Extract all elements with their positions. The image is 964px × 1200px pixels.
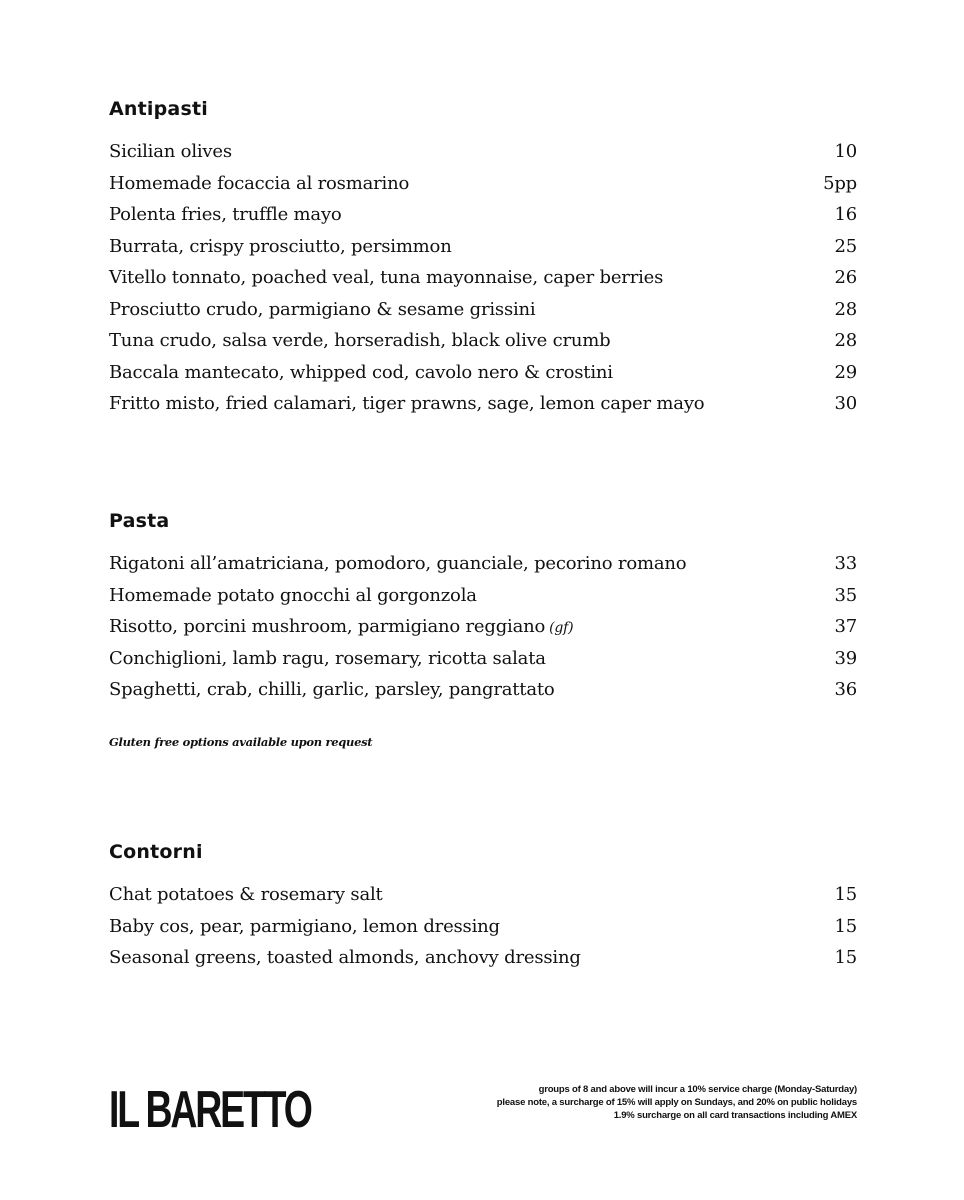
service-charge-note: groups of 8 and above will incur a 10% service charge (Monday-Saturday)	[538, 1084, 857, 1095]
menu-item	[109, 141, 857, 173]
pasta-list	[109, 553, 857, 711]
item-price: 15	[834, 915, 857, 937]
item-name: Polenta fries, truffle mayo	[109, 204, 342, 225]
menu-item	[109, 299, 857, 331]
item-price: 30	[834, 393, 857, 414]
menu-item	[109, 267, 857, 299]
menu-item	[109, 236, 857, 268]
menu-item	[109, 362, 857, 394]
contorni-section	[109, 841, 857, 979]
menu-item	[109, 173, 857, 205]
item-name	[109, 616, 573, 637]
menu-item	[109, 916, 857, 948]
item-name-text: Risotto, porcini mushroom, parmigiano reggiano	[109, 616, 546, 637]
item-name: Tuna crudo, salsa verde, horseradish, black olive crumb	[109, 330, 611, 351]
item-price: 25	[834, 235, 857, 257]
item-price: 28	[834, 330, 857, 351]
item-price: 29	[834, 361, 857, 383]
item-name: Baccala mantecato, whipped cod, cavolo nero & crostini	[109, 361, 613, 383]
menu-item	[109, 204, 857, 236]
menu-item	[109, 616, 857, 648]
footer-notes	[497, 1083, 857, 1122]
menu-item	[109, 393, 857, 425]
item-name: Vitello tonnato, poached veal, tuna mayonnaise, caper berries	[109, 267, 664, 288]
item-price: 39	[834, 647, 857, 669]
menu-item	[109, 947, 857, 979]
item-price: 28	[834, 298, 857, 320]
gluten-free-tag: (gf)	[549, 620, 574, 636]
item-price: 33	[834, 553, 857, 574]
section-title-pasta: Pasta	[109, 510, 170, 532]
item-name: Homemade potato gnocchi al gorgonzola	[109, 584, 477, 606]
item-price: 16	[834, 204, 857, 225]
item-name: Spaghetti, crab, chilli, garlic, parsley, pangrattato	[109, 679, 555, 700]
item-price: 15	[834, 947, 857, 968]
item-name: Burrata, crispy prosciutto, persimmon	[109, 235, 452, 257]
contorni-list	[109, 884, 857, 979]
item-name: Prosciutto crudo, parmigiano & sesame grissini	[109, 298, 536, 320]
item-name: Chat potatoes & rosemary salt	[109, 884, 383, 905]
menu-item	[109, 679, 857, 711]
gluten-free-note: Gluten free options available upon request	[109, 734, 373, 749]
item-price: 37	[834, 616, 857, 637]
item-price: 36	[834, 679, 857, 700]
menu-item	[109, 330, 857, 362]
item-name: Baby cos, pear, parmigiano, lemon dressing	[109, 915, 500, 937]
surcharge-note: please note, a surcharge of 15% will apply on Sundays, and 20% on public holidays	[496, 1097, 857, 1108]
item-name: Conchiglioni, lamb ragu, rosemary, ricotta salata	[109, 647, 546, 669]
menu-item	[109, 585, 857, 617]
antipasti-list	[109, 141, 857, 425]
item-name: Fritto misto, fried calamari, tiger prawns, sage, lemon caper mayo	[109, 393, 705, 414]
menu-item	[109, 553, 857, 585]
item-name: Homemade focaccia al rosmarino	[109, 172, 410, 194]
item-price: 5pp	[823, 172, 857, 194]
section-title-contorni: Contorni	[109, 841, 203, 863]
menu-item	[109, 648, 857, 680]
antipasti-section	[109, 98, 857, 425]
item-name: Sicilian olives	[109, 141, 232, 162]
item-name: Rigatoni all’amatriciana, pomodoro, guanciale, pecorino romano	[109, 553, 687, 574]
pasta-section	[109, 510, 857, 749]
item-price: 10	[834, 141, 857, 162]
item-price: 15	[834, 884, 857, 905]
restaurant-logo: IL BARETTO	[109, 1081, 311, 1139]
section-title-antipasti: Antipasti	[109, 98, 208, 120]
item-price: 35	[834, 584, 857, 606]
item-price: 26	[834, 267, 857, 288]
card-surcharge-note: 1.9% surcharge on all card transactions including AMEX	[613, 1110, 857, 1121]
menu-item	[109, 884, 857, 916]
item-name: Seasonal greens, toasted almonds, anchovy dressing	[109, 947, 581, 968]
